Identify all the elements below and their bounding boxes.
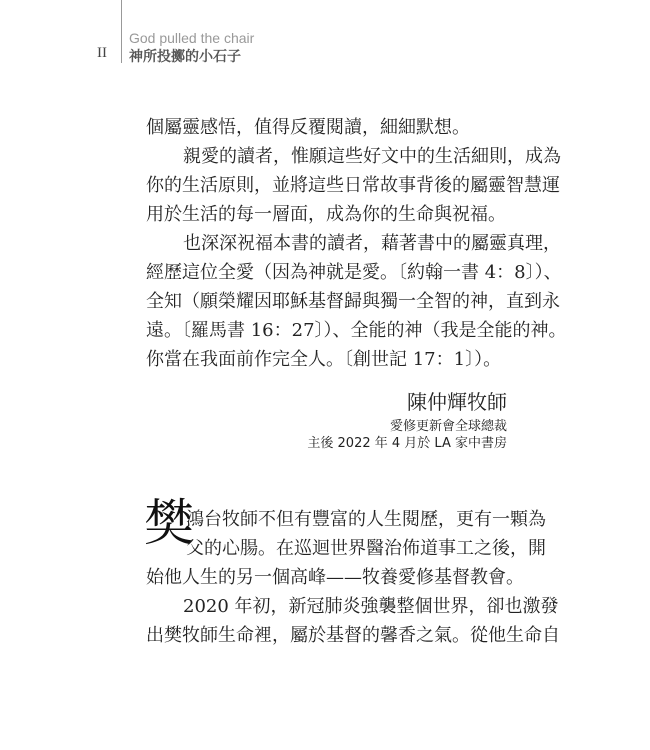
body-line: 父的心腸。在巡迴世界醫治佈道事工之後，開 (186, 538, 546, 559)
body-line: 親愛的讀者，惟願這些好文中的生活細則，成為 (183, 146, 561, 167)
body-line: 全知（願榮耀因耶穌基督歸與獨一全智的神，直到永 (146, 291, 560, 312)
body-line: 個屬靈感悟，值得反覆閱讀，細細默想。 (146, 117, 470, 138)
body-line: 鴻台牧師不但有豐富的人生閱歷，更有一顆為 (186, 509, 546, 530)
drop-cap: 樊 (144, 494, 194, 552)
body-line: 2020 年初，新冠肺炎強襲整個世界，卻也激發 (183, 596, 559, 617)
header-rule (121, 0, 122, 63)
body-line: 你當在我面前作完全人。〔創世記 17：1〕）。 (146, 349, 502, 370)
signature-date: 主後 2022 年 4 月於 LA 家中書房 (307, 436, 507, 451)
body-line: 你的生活原則，並將這些日常故事背後的屬靈智慧運 (146, 175, 560, 196)
body-line: 出樊牧師生命裡，屬於基督的馨香之氣。從他生命自 (146, 625, 560, 646)
signature-title: 愛修更新會全球總裁 (389, 419, 507, 434)
running-title-english: God pulled the chair (129, 30, 255, 46)
body-line: 也深深祝福本書的讀者，藉著書中的屬靈真理， (183, 233, 561, 254)
body-line: 經歷這位全愛（因為神就是愛。〔約翰一書 4：8〕）、 (146, 262, 562, 283)
body-line: 始他人生的另一個高峰——牧養愛修基督教會。 (146, 567, 524, 588)
page-number: II (97, 45, 107, 61)
signature-name: 陳仲輝牧師 (407, 390, 507, 414)
running-title-chinese: 神所投擲的小石子 (129, 49, 241, 65)
body-line: 遠。〔羅馬書 16：27〕）、全能的神（我是全能的神。 (146, 320, 567, 341)
body-line: 用於生活的每一層面，成為你的生命與祝福。 (146, 204, 506, 225)
